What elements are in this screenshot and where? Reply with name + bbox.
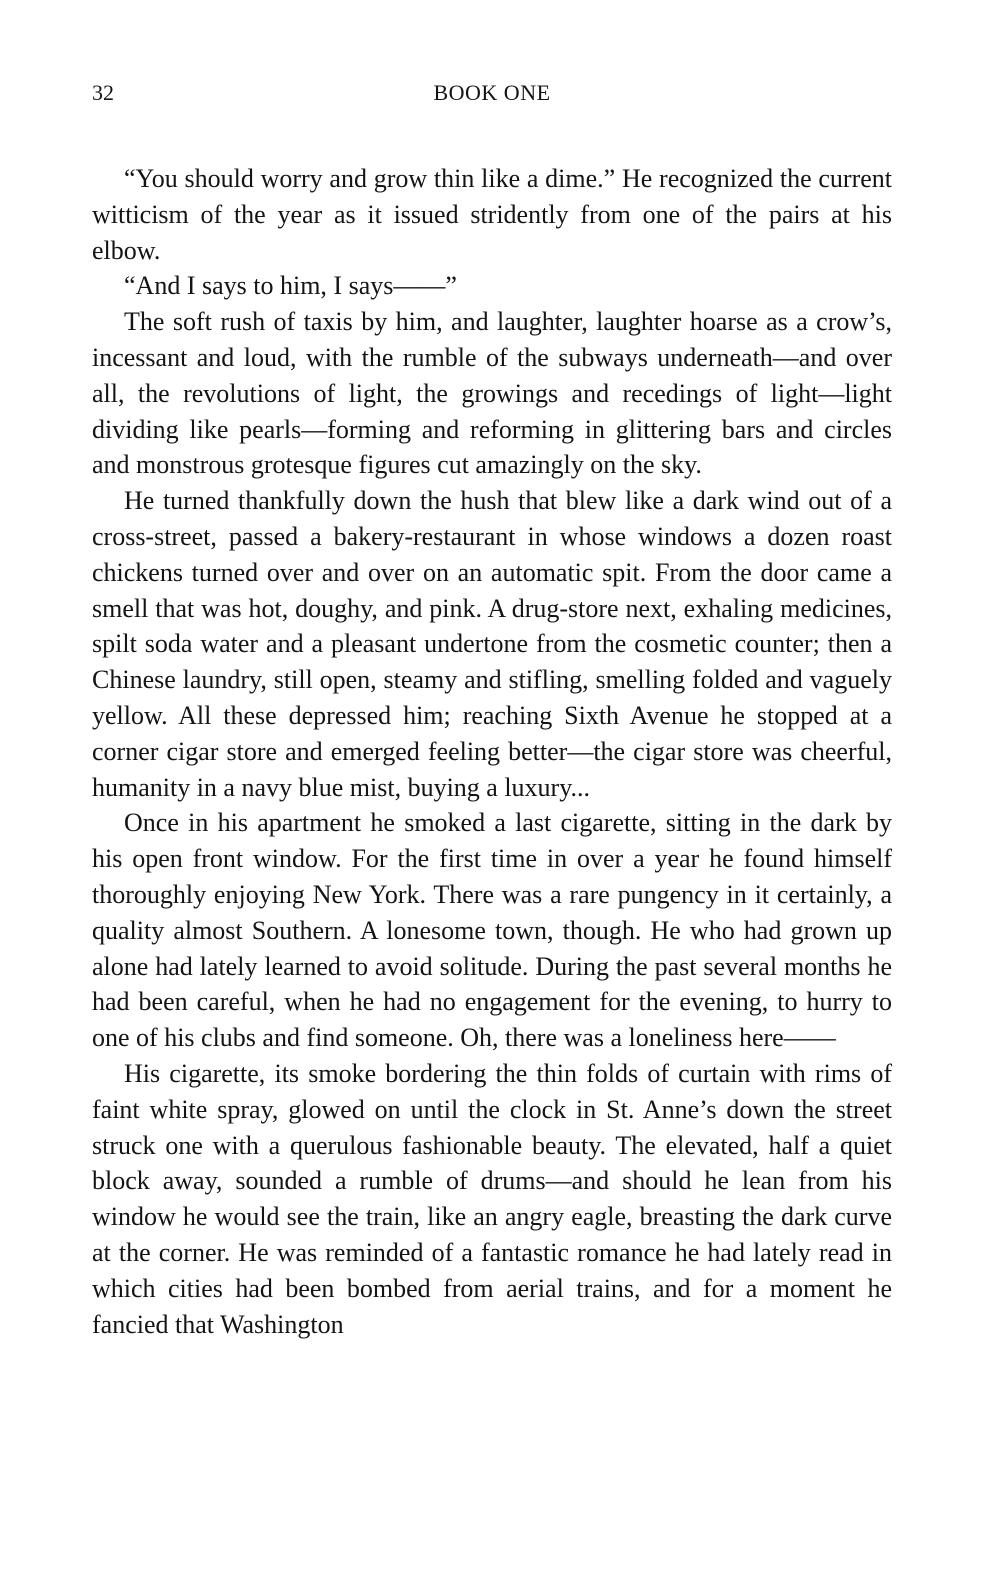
running-head <box>92 78 892 108</box>
paragraph-apartment-cigarette: Once in his apartment he smoked a last cigarette, sitting in the dark by his open front window. For the first time in over a year he found himself thoroughly enjoying New York. There was a rare pungency in it certainly, a quality almost Southern. A lonesome town, though. He who had grown up alone had lately learned to avoid solitude. During the past several months he had been careful, when he had no engagement for the evening, to hurry to one of his clubs and find someone. Oh, there was a loneliness here—— <box>92 808 892 1053</box>
paragraph-dime-witticism: “You should worry and grow thin like a dime.” He recognized the current witticism of the year as it issued stridently from one of the pairs at his elbow. <box>92 164 892 265</box>
body-text <box>92 161 892 1342</box>
paragraph-clock-and-elevated: His cigarette, its smoke bordering the thin folds of curtain with rims of faint white spray, glowed on until the clock in St. Anne’s down the street struck one with a querulous fashionable beauty. The elevated, half a quiet block away, sounded a rumble of drums—and should he lean from his window he would see the train, like an angry eagle, breasting the dark curve at the corner. He was reminded of a fantastic romance he had lately read in which cities had been bombed from aerial trains, and for a moment he fancied that Washington <box>92 1058 892 1339</box>
paragraph-cross-street-walk: He turned thankfully down the hush that blew like a dark wind out of a cross-street, passed a bakery-restaurant in whose windows a dozen roast chickens turned over and over on an automatic spit. From the door came a smell that was hot, doughy, and pink. A drug-store next, exhaling medicines, spilt soda water and a pleasant undertone from the cosmetic counter; then a Chinese laundry, still open, steamy and stifling, smelling folded and vaguely yellow. All these depressed him; reaching Sixth Avenue he stopped at a corner cigar store and emerged feeling better—the cigar store was cheerful, humanity in a navy blue mist, buying a luxury... <box>92 486 892 802</box>
paragraph-i-says: “And I says to him, I says——” <box>124 271 457 301</box>
book-section-title: BOOK ONE <box>433 80 551 105</box>
paragraph-taxis-and-light: The soft rush of taxis by him, and laughter, laughter hoarse as a crow’s, incessant and loud, with the rumble of the subways underneath—and over all, the revolutions of light, the growings and recedings of light—light dividing like pearls—forming and reforming in glittering bars and circles and monstrous grotesque figures cut amazingly on the sky. <box>92 307 892 480</box>
page-number: 32 <box>92 80 114 105</box>
